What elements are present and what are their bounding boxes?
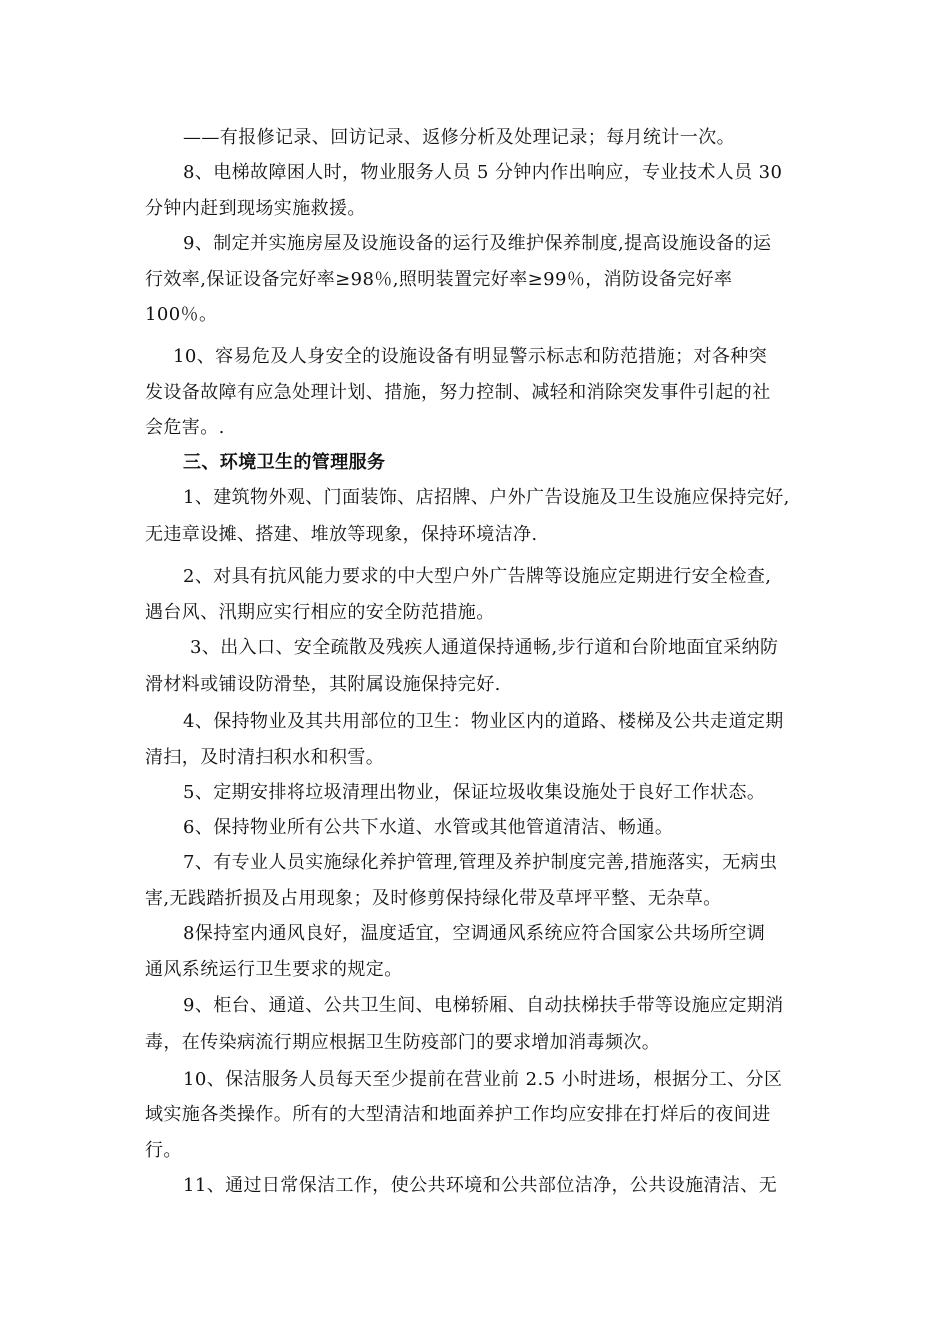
text-line: 8、电梯故障困人时，物业服务人员 5 分钟内作出响应，专业技术人员 30: [183, 162, 783, 183]
text-line: 分钟内赶到现场实施救援。: [145, 198, 366, 219]
text-line: 9、制定并实施房屋及设施设备的运行及维护保养制度,提高设施设备的运: [183, 233, 772, 254]
text-line: 4、保持物业及其共用部位的卫生：物业区内的道路、楼梯及公共走道定期: [183, 711, 784, 732]
text-line: 2、对具有抗风能力要求的中大型户外广告牌等设施应定期进行安全检查,: [183, 566, 772, 587]
text-line: 5、定期安排将垃圾清理出物业，保证垃圾收集设施处于良好工作状态。: [183, 782, 766, 803]
text-line: 7、有专业人员实施绿化养护管理,管理及养护制度完善,措施落实，无病虫: [183, 852, 778, 873]
text-line: 9、柜台、通道、公共卫生间、电梯轿厢、自动扶梯扶手带等设施应定期消: [183, 995, 784, 1016]
text-line: ——有报修记录、回访记录、返修分析及处理记录；每月统计一次。: [183, 127, 735, 148]
text-line: 会危害。.: [145, 417, 225, 438]
text-line: 8保持室内通风良好，温度适宜，空调通风系统应符合国家公共场所空调: [183, 923, 766, 944]
section-heading: 三、环境卫生的管理服务: [183, 452, 386, 473]
text-line: 3、出入口、安全疏散及残疾人通道保持通畅,步行道和台阶地面宜采纳防: [190, 637, 779, 658]
text-line: 滑材料或铺设防滑垫，其附属设施保持完好.: [145, 674, 501, 695]
text-line: 1、建筑物外观、门面装饰、店招牌、户外广告设施及卫生设施应保持完好,: [183, 487, 790, 508]
text-line: 害,无践踏折损及占用现象；及时修剪保持绿化带及草坪平整、无杂草。: [145, 888, 722, 909]
text-line: 清扫，及时清扫积水和积雪。: [145, 747, 385, 768]
text-line: 遇台风、汛期应实行相应的安全防范措施。: [145, 602, 495, 623]
text-line: 100％。: [145, 304, 218, 325]
text-line: 10、容易危及人身安全的设施设备有明显警示标志和防范措施；对各种突: [173, 346, 768, 367]
text-line: 行。: [145, 1140, 182, 1161]
text-line: 域实施各类操作。所有的大型清洁和地面养护工作均应安排在打烊后的夜间进: [145, 1104, 771, 1125]
text-line: 10、保洁服务人员每天至少提前在营业前 2.5 小时进场，根据分工、分区: [183, 1069, 783, 1090]
text-line: 6、保持物业所有公共下水道、水管或其他管道清洁、畅通。: [183, 817, 674, 838]
text-line: 行效率,保证设备完好率≥98％,照明装置完好率≥99％，消防设备完好率: [145, 269, 733, 290]
text-line: 11、通过日常保洁工作，使公共环境和公共部位洁净，公共设施清洁、无: [183, 1175, 778, 1196]
text-line: 无违章设摊、搭建、堆放等现象，保持环境洁净.: [145, 524, 538, 545]
text-line: 通风系统运行卫生要求的规定。: [145, 959, 403, 980]
text-line: 发设备故障有应急处理计划、措施，努力控制、减轻和消除突发事件引起的社: [145, 382, 771, 403]
text-line: 毒，在传染病流行期应根据卫生防疫部门的要求增加消毒频次。: [145, 1032, 661, 1053]
